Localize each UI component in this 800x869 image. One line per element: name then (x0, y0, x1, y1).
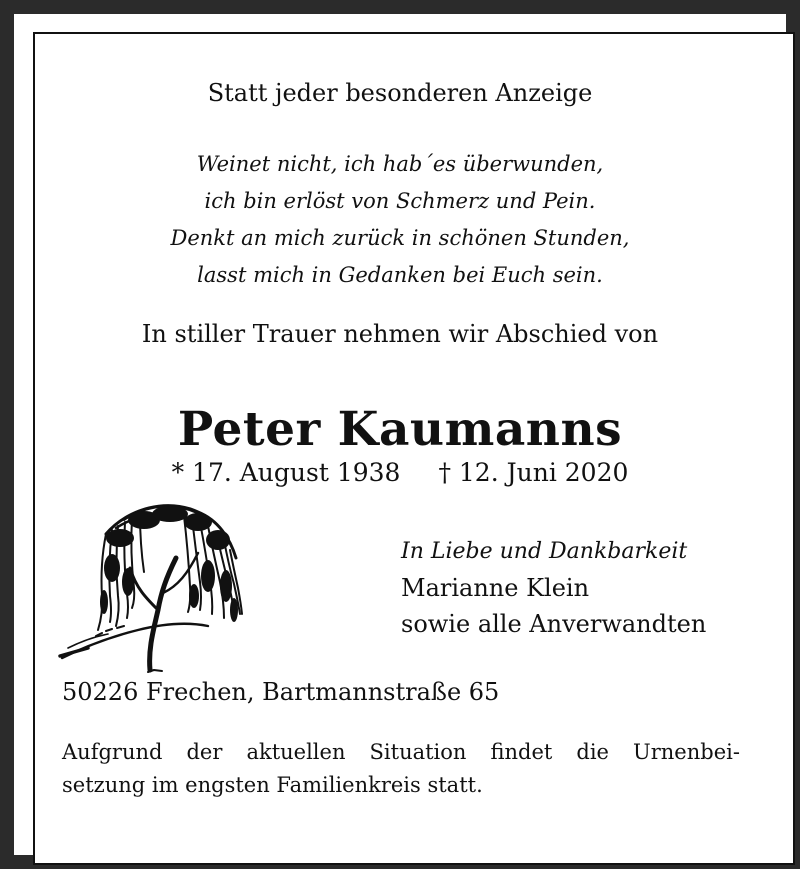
funeral-notice (62, 736, 740, 802)
notice-word: findet (490, 740, 553, 764)
notice-word: die (576, 740, 609, 764)
notice-line-2: setzung im engsten Familienkreis statt. (62, 773, 483, 797)
death-date: † 12. Juni 2020 (438, 458, 629, 487)
mourners (401, 534, 706, 642)
birth-date: * 17. August 1938 (171, 458, 401, 487)
life-dates (0, 458, 800, 487)
deceased-name: Peter Kaumanns (177, 402, 623, 457)
weeping-willow-tree-image (58, 498, 253, 674)
mourners-relatives: sowie alle Anverwandten (401, 610, 707, 638)
farewell-intro: In stiller Trauer nehmen wir Abschied von (141, 320, 659, 348)
notice-word: der (186, 740, 223, 764)
notice-word: Aufgrund (62, 740, 163, 764)
verse-line: ich bin erlöst von Schmerz und Pein. (204, 189, 596, 213)
announcement-heading: Statt jeder besonderen Anzeige (207, 79, 593, 107)
notice-word: Situation (369, 740, 467, 764)
verse (0, 146, 800, 294)
mourners-dedication: In Liebe und Dankbarkeit (401, 539, 688, 564)
notice-line-1 (62, 736, 740, 769)
verse-line: Denkt an mich zurück in schönen Stunden, (170, 226, 630, 250)
verse-line: Weinet nicht, ich hab´es überwunden, (196, 152, 604, 176)
notice-word: aktuellen (246, 740, 346, 764)
mourner-name: Marianne Klein (401, 574, 590, 602)
verse-line: lasst mich in Gedanken bei Euch sein. (197, 263, 603, 287)
address: 50226 Frechen, Bartmannstraße 65 (62, 678, 500, 706)
notice-word: Urnenbei- (633, 740, 740, 764)
